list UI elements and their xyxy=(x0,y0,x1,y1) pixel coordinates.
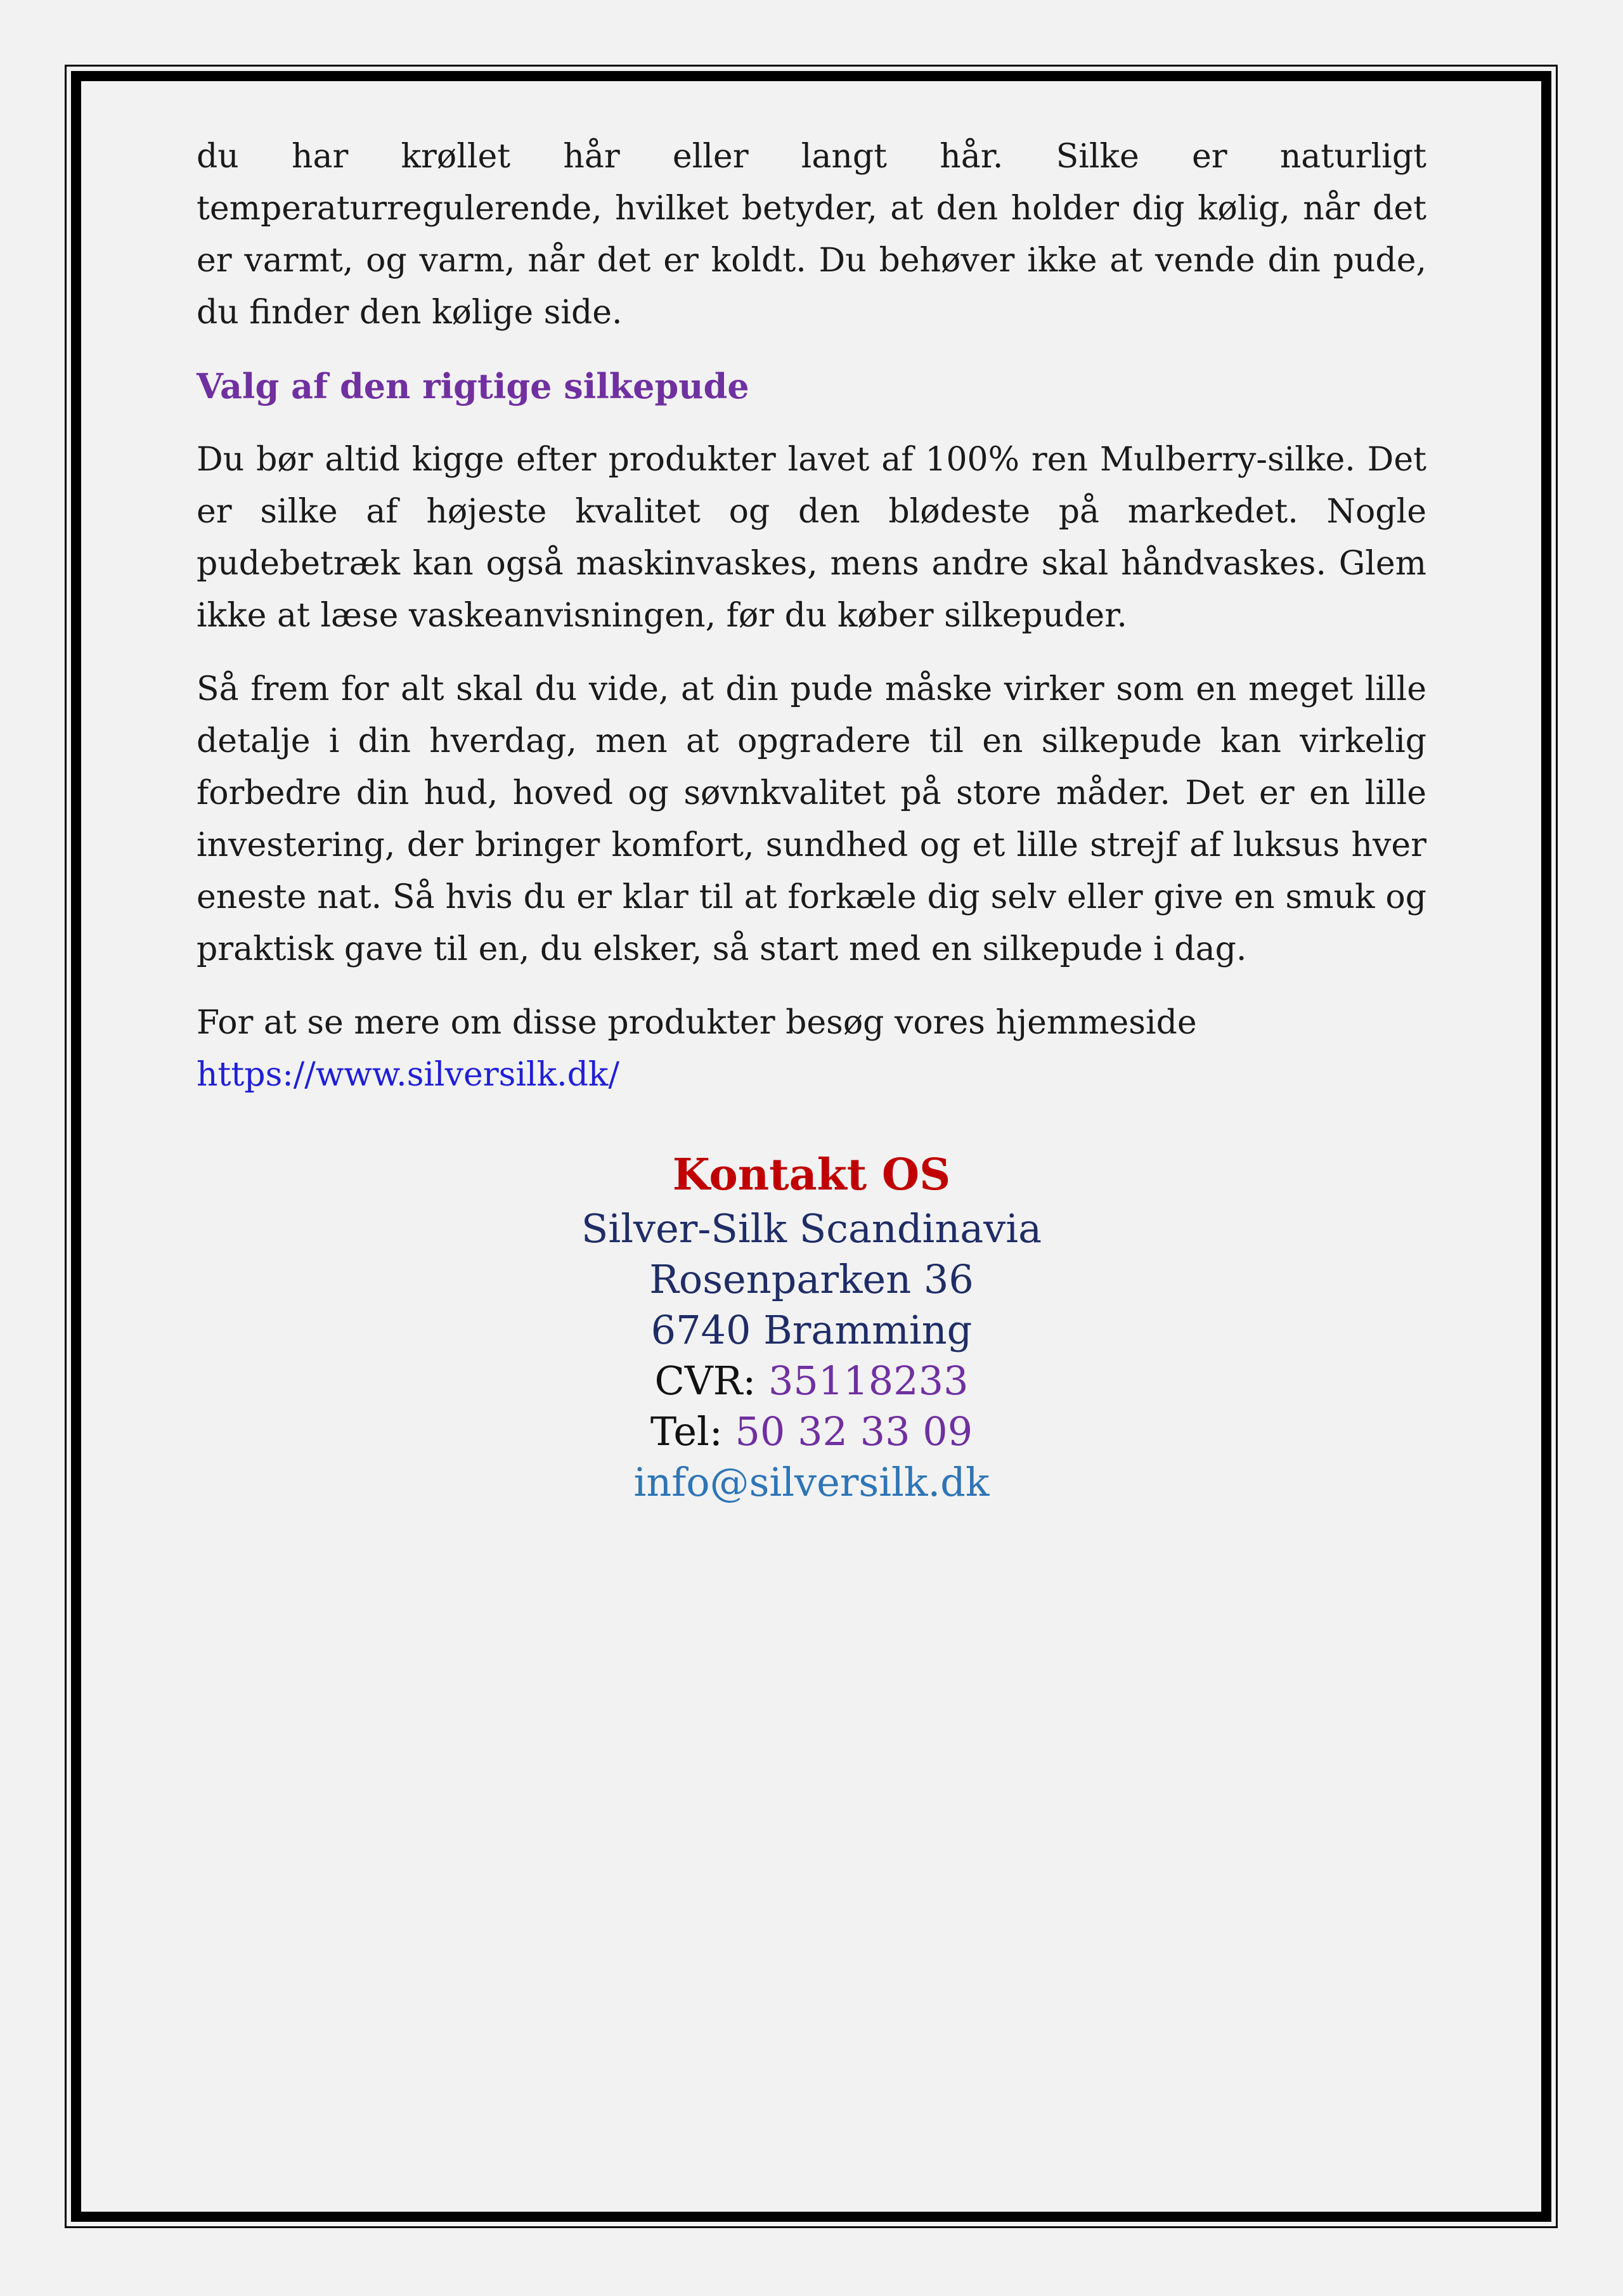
article-body xyxy=(197,131,1426,1122)
choose-paragraph: Du bør altid kigge efter produkter lavet af 100% ren Mulberry-silke. Det er silke af højeste kvalitet og den blødeste på markedet. Nogle pudebetræk kan også maskinvaskes, mens andre skal håndvaskes. Glem ikke at læse vaskeanvisningen, før du køber silkepuder. xyxy=(197,441,1426,635)
more-info-paragraph xyxy=(197,997,1426,1101)
email-link[interactable]: info@silversilk.dk xyxy=(633,1459,990,1505)
contact-title: Kontakt OS xyxy=(672,1150,951,1200)
website-link[interactable]: https://www.silversilk.dk/ xyxy=(197,1056,619,1094)
intro-paragraph: du har krøllet hår eller langt hår. Silke er naturligt temperaturregulerende, hvilket betyder, at den holder dig kølig, når det er varmt, og varm, når det er koldt. Du behøver ikke at vende din pude, du finder den kølige side. xyxy=(197,138,1426,332)
phone-label: Tel: xyxy=(650,1408,735,1455)
phone-line xyxy=(197,1406,1426,1457)
cvr-value: 35118233 xyxy=(768,1358,969,1404)
cvr-label: CVR: xyxy=(654,1358,768,1404)
phone-value[interactable]: 50 32 33 09 xyxy=(735,1408,973,1455)
section-heading: Valg af den rigtige silkepude xyxy=(197,366,749,406)
summary-paragraph: Så frem for alt skal du vide, at din pude måske virker som en meget lille detalje i din hverdag, men at opgradere til en silkepude kan virkelig forbedre din hud, hoved og søvnkvalitet på store måder. Det er en lille investering, der bringer komfort, sundhed og et lille strejf af luksus hver eneste nat. Så hvis du er klar til at forkæle dig selv eller give en smuk og praktisk gave til en, du elsker, så start med en silkepude i dag. xyxy=(197,670,1426,968)
city-address: 6740 Bramming xyxy=(650,1307,973,1353)
street-address: Rosenparken 36 xyxy=(649,1256,974,1302)
company-name: Silver-Silk Scandinavia xyxy=(581,1205,1042,1252)
cvr-line xyxy=(197,1356,1426,1406)
more-info-text: For at se mere om disse produkter besøg vores hjemmeside xyxy=(197,1004,1197,1042)
contact-block xyxy=(197,1146,1426,1508)
